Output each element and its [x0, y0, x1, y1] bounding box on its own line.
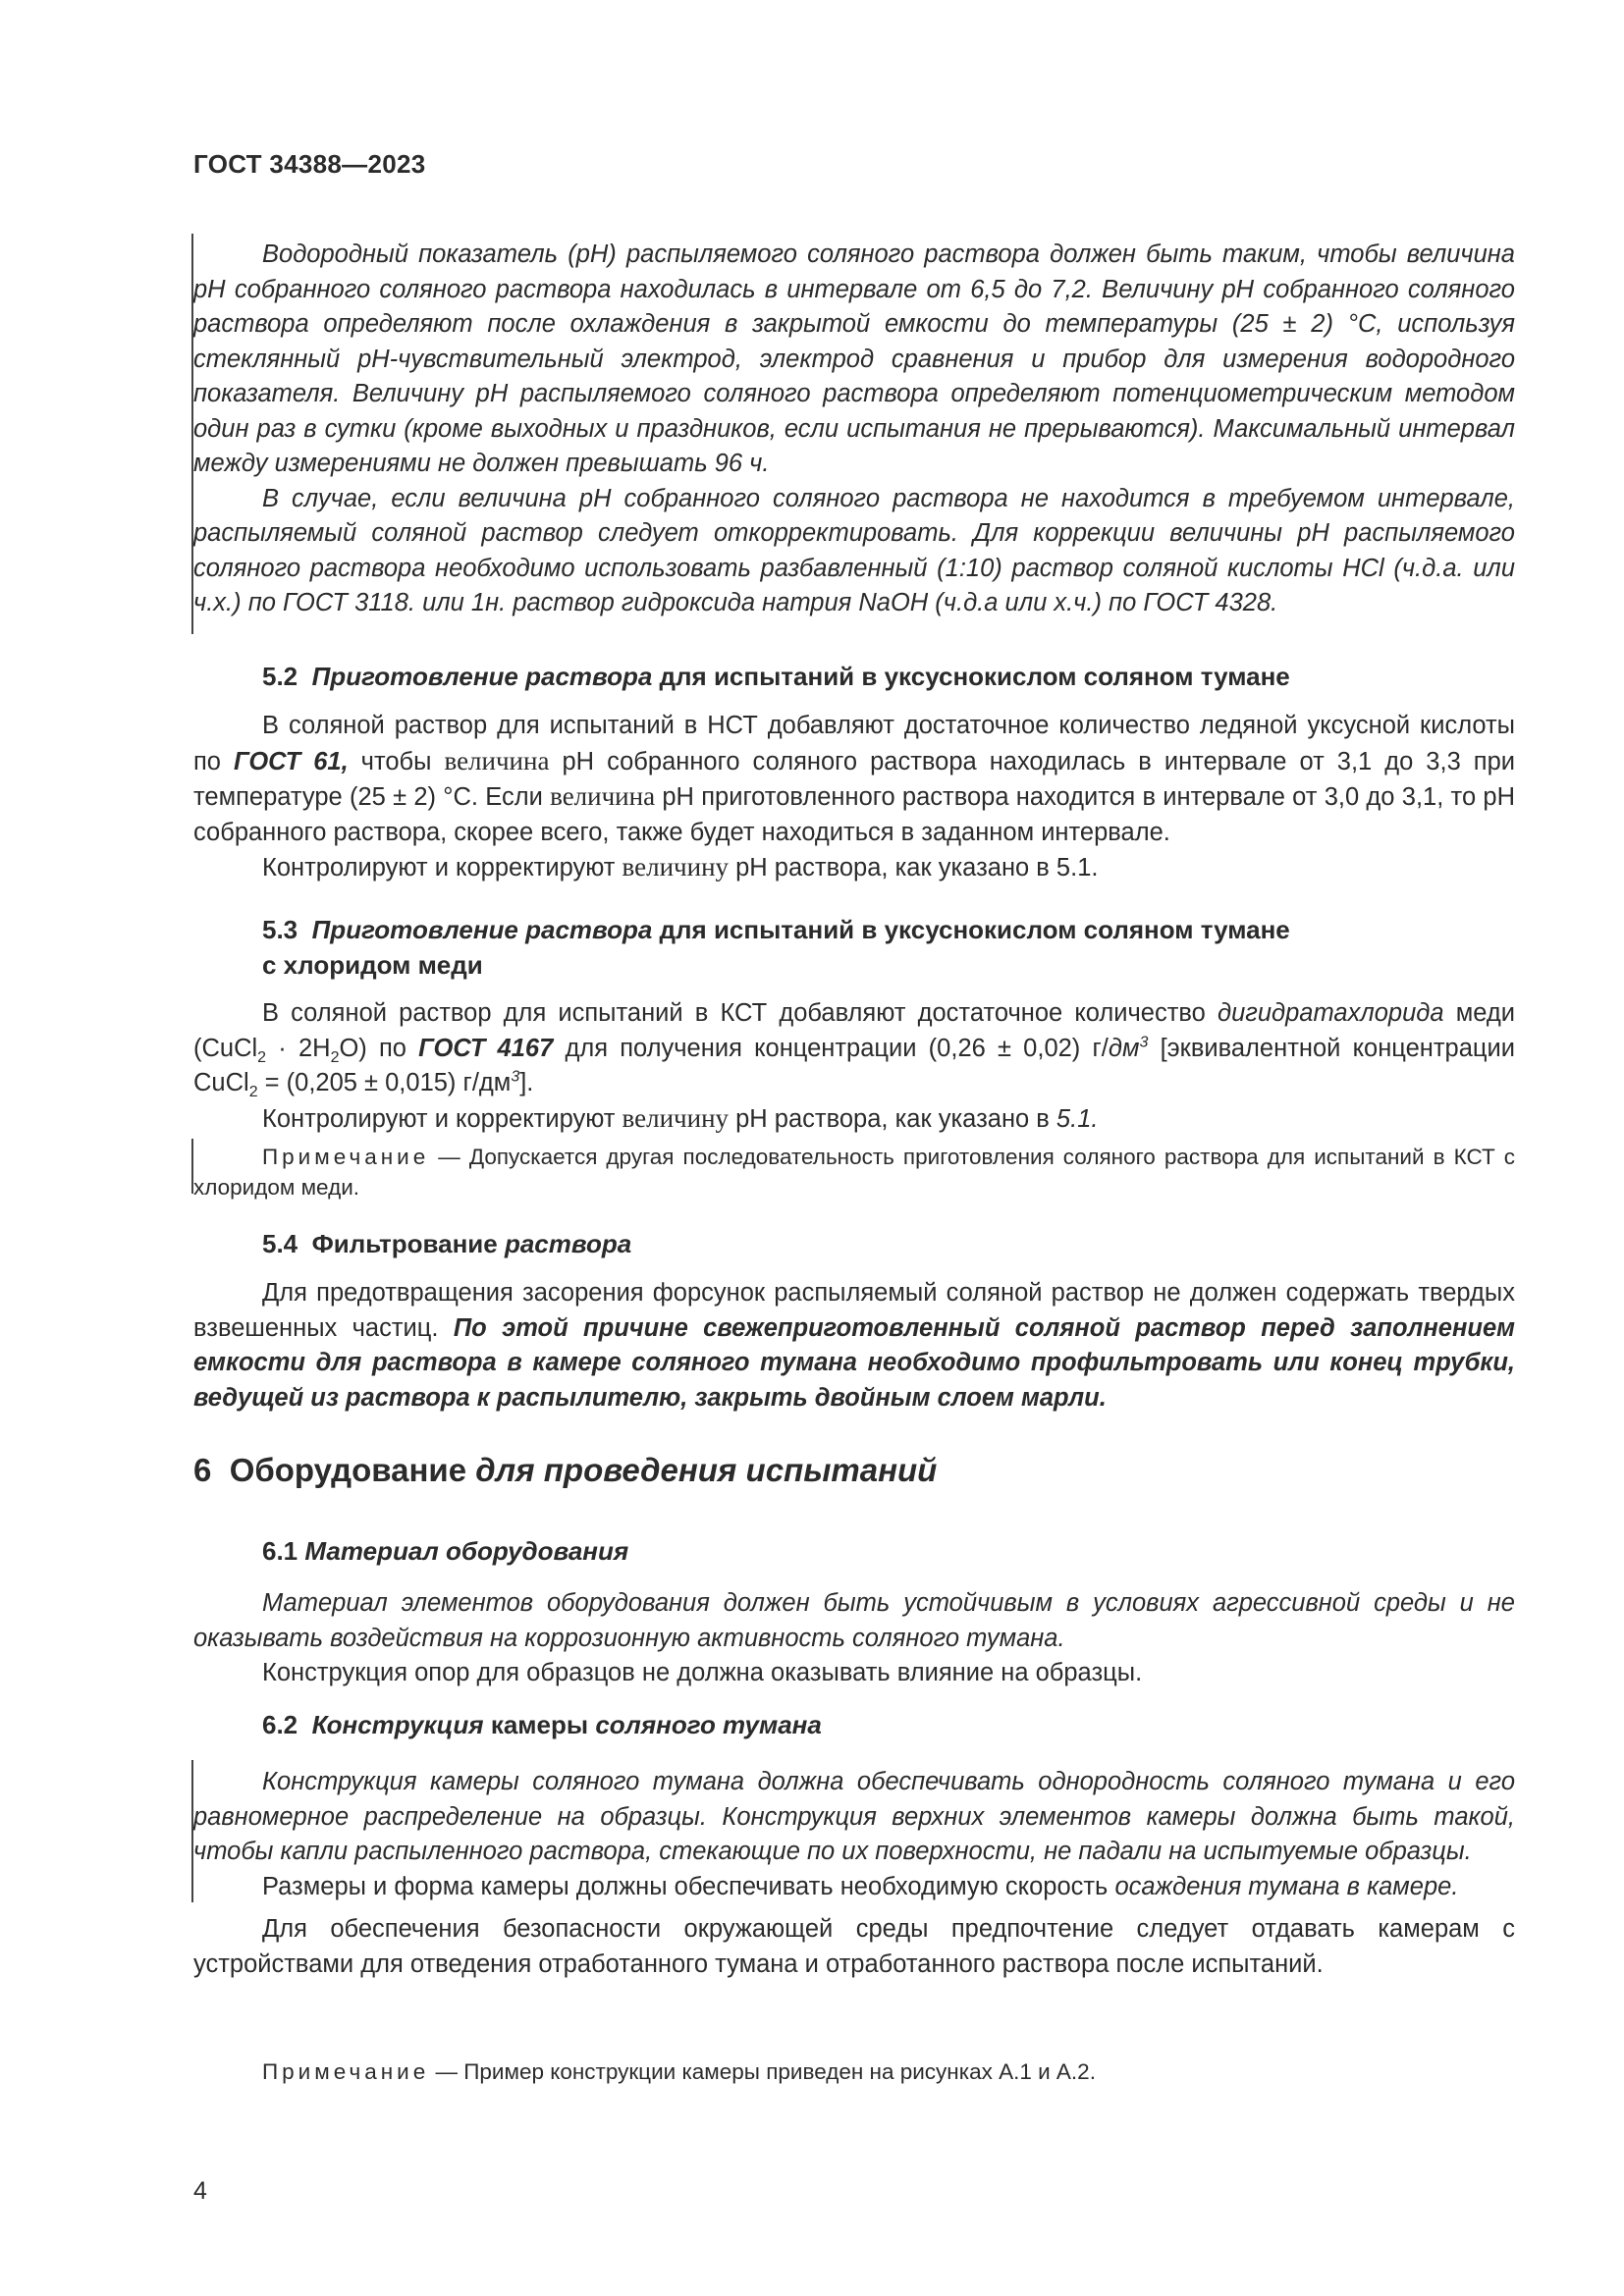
paragraph: Для предотвращения засорения форсунок распыляемый соляной раствор не должен содержать твердых взвешенных частиц. По этой причине свежеприготовленный соляной раствор перед заполнением емкости для раствора в камере соляного тумана необходимо профильтровать или конец трубки, ведущей из раствора к распылителю, закрыть двойным слоем марли.	[193, 1279, 1515, 1412]
section-heading: 5.2 Приготовление раствора для испытаний в уксуснокислом соляном тумане	[262, 662, 1290, 691]
paragraph: Размеры и форма камеры должны обеспечивать необходимую скорость осаждения тумана в камере.	[262, 1872, 1459, 1900]
section-heading: 6.1 Материал оборудования	[262, 1536, 629, 1566]
section-6-1-body	[193, 1586, 1515, 1691]
section-5-2	[193, 660, 1515, 695]
paragraph: В соляной раствор для испытаний в КСТ добавляют достаточное количество дигидратахлорида меди (CuCl$_2$ · $2H_2O$) по ГОСТ 4167 для получения концентрации (0,26 ± 0,02) $г/дм^3$ [эквивалентной концентрации CuCl$_2$ = (0,205 ± 0,015) $г/дм^3$].	[193, 999, 1515, 1101]
paragraph: Контролируют и корректируют величину рН раствора, как указано в 5.1.	[262, 1102, 1099, 1133]
section-heading: 5.3 Приготовление раствора для испытаний в уксуснокислом соляном тумане с хлоридом меди	[262, 915, 1290, 980]
paragraph: Для обеспечения безопасности окружающей среды предпочтение следует отдавать камерам с устройствами для отведения отработанного тумана и отработанного раствора после испытаний.	[193, 1915, 1515, 1978]
section-heading: 6.2 Конструкция камеры соляного тумана	[262, 1710, 822, 1739]
intro-section	[193, 238, 1515, 621]
section-6-1	[193, 1534, 1515, 1570]
section-5-4-body	[193, 1276, 1515, 1415]
document-header: ГОСТ 34388—2023	[193, 149, 426, 179]
section-6	[193, 1451, 1515, 1490]
section-heading: 5.4 Фильтрование раствора	[262, 1229, 632, 1258]
paragraph: Контролируют и корректируют величину рН раствора, как указано в 5.1.	[262, 852, 1099, 881]
section-6-2	[193, 1708, 1515, 1743]
paragraph: Конструкция опор для образцов не должна оказывать влияние на образцы.	[262, 1659, 1143, 1686]
chapter-heading: 6 Оборудование для проведения испытаний	[193, 1452, 938, 1488]
section-5-2-body	[193, 709, 1515, 886]
section-5-4	[193, 1227, 1515, 1262]
section-5-3	[193, 913, 1515, 983]
paragraph: В соляной раствор для испытаний в НСТ добавляют достаточное количество ледяной уксусной кислоты по ГОСТ 61, чтобы величина рН собранного соляного раствора находилась в интервале от 3,1 до 3,3 при температуре (25 ± 2) °С. Если величина рН приготовленного раствора находится в интервале от 3,0 до 3,1, то рН собранного раствора, скорее всего, также будет находиться в заданном интервале.	[193, 712, 1515, 846]
note-label: Примечание	[262, 1145, 430, 1169]
paragraph: Водородный показатель (рН) распыляемого соляного раствора должен быть таким, чтобы величина рН собранного соляного раствора находилась в интервале от 6,5 до 7,2. Величину рН собранного соляного раствора определяют после охлаждения в закрытой емкости до температуры (25 ± 2) °С, используя стеклянный рН-чувствительный электрод, электрод сравнения и прибор для измерения водородного показателя. Величину рН распыляемого соляного раствора определяют потенциометрическим методом один раз в сутки (кроме выходных и праздников, если испытания не прерываются). Максимальный интервал между измерениями не должен превышать 96 ч.	[193, 240, 1515, 477]
section-6-2-body	[193, 1765, 1515, 1982]
page-number: 4	[193, 2177, 207, 2205]
section-5-3-body	[193, 996, 1515, 1137]
paragraph: Конструкция камеры соляного тумана должна обеспечивать однородность соляного тумана и его равномерное распределение на образцы. Конструкция верхних элементов камеры должна быть такой, чтобы капли распыленного раствора, стекающие по их поверхности, не падали на испытуемые образцы.	[193, 1768, 1515, 1865]
note: Примечание — Пример конструкции камеры приведен на рисунках А.1 и А.2.	[262, 2059, 1096, 2084]
paragraph: Материал элементов оборудования должен быть устойчивым в условиях агрессивной среды и не оказывать воздействия на коррозионную активность соляного тумана.	[193, 1589, 1515, 1652]
paragraph: В случае, если величина рН собранного соляного раствора не находится в требуемом интервале, распыляемый соляной раствор следует откорректировать. Для коррекции величины рН распыляемого соляного раствора необходимо использовать разбавленный (1:10) раствор соляной кислоты HCl (ч.д.а. или ч.х.) по ГОСТ 3118. или 1н. раствор гидроксида натрия NaOH (ч.д.а или х.ч.) по ГОСТ 4328.	[193, 484, 1515, 616]
note-label: Примечание	[262, 2059, 430, 2084]
note: Примечание — Допускается другая последовательность приготовления соляного раствора для испытаний в КСТ с хлоридом меди.	[193, 1145, 1515, 1200]
